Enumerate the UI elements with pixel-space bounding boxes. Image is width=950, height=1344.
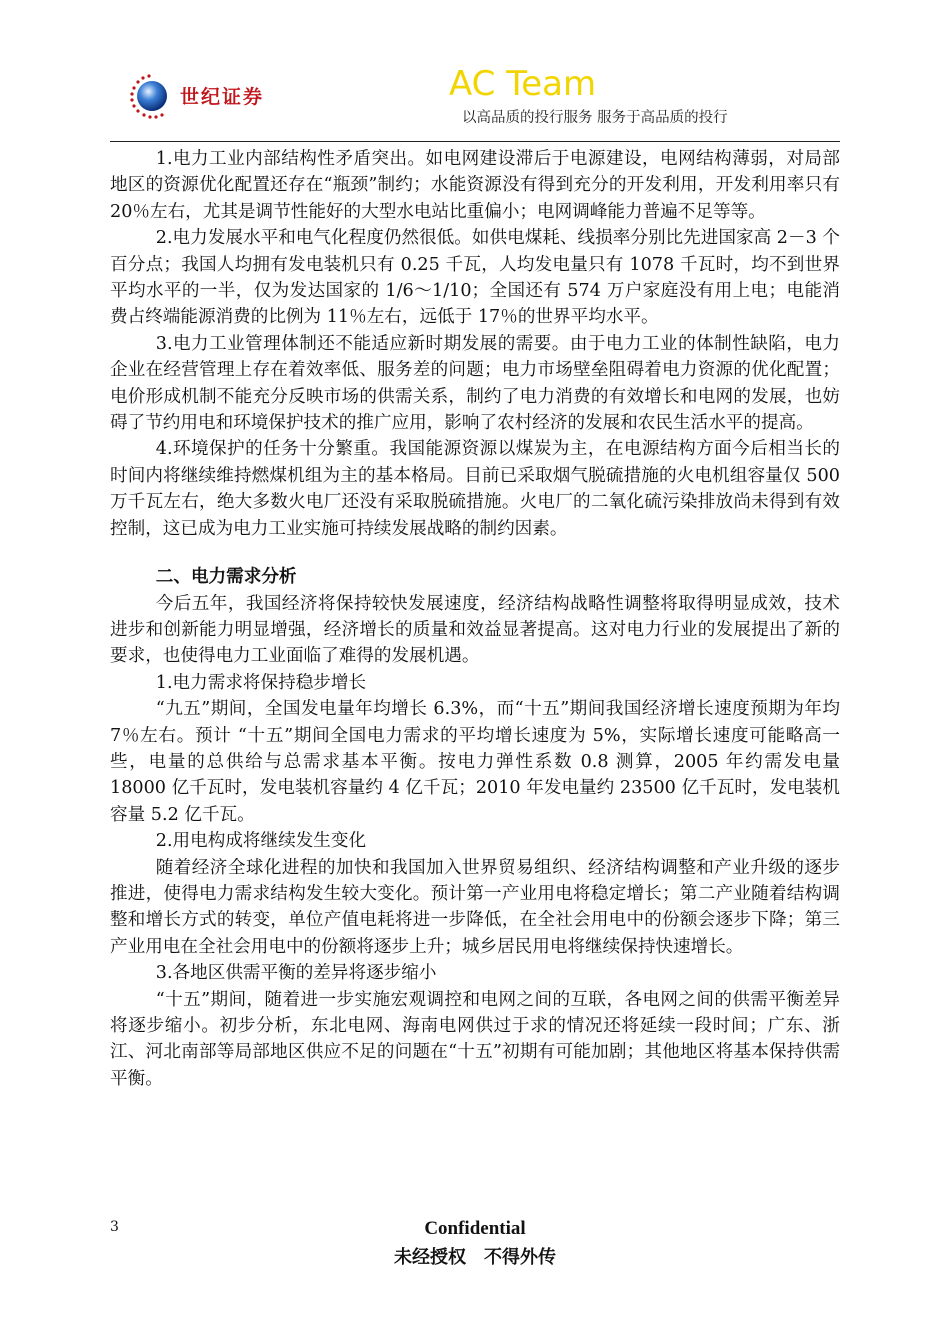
header-slogan: 以高品质的投行服务 服务于高品质的投行	[462, 110, 728, 126]
paragraph-intro: 今后五年，我国经济将保持较快发展速度，经济结构战略性调整将取得明显成效，技术进步和创新能力明显增强，经济增长的质量和效益显著提高。这对电力行业的发展提出了新的要求，也使得电力工业面临了难得的发展机遇。	[110, 593, 840, 667]
header-divider	[110, 141, 840, 142]
logo-text: 世纪证券	[180, 86, 265, 108]
section-heading-demand-analysis: 二、电力需求分析	[155, 566, 297, 588]
paragraph-problem-3: 3.电力工业管理体制还不能适应新时期发展的需要。由于电力工业的体制性缺陷，电力企业在经营管理上存在着效率低、服务差的问题；电力市场壁垒阻碍着电力资源的优化配置；电价形成机制不能充分反映市场的供需关系，制约了电力消费的有效增长和电网的发展，也妨碍了节约用电和环境保护技术的推广应用，影响了农村经济的发展和农民生活水平的提高。	[110, 333, 840, 434]
paragraph-problem-4: 4.环境保护的任务十分繁重。我国能源资源以煤炭为主，在电源结构方面今后相当长的时间内将继续维持燃煤机组为主的基本格局。目前已采取烟气脱硫措施的火电机组容量仅 500 万千瓦左右，绝大多数火电厂还没有采取脱硫措施。火电厂的二氧化硫污染排放尚未得到有效控制，这已成为电力工业实施可持续发展战略的制约因素。	[110, 439, 840, 539]
brand-title: AC Team	[449, 64, 597, 104]
paragraph-sub-1: “九五”期间，全国发电量年均增长 6.3%，而“十五”期间我国经济增长速度预期为年均 7％左右。预计 “十五”期间全国电力需求的平均增长速度为 5%，实际增长速度可能略高一些，电量的总供给与总需求基本平衡。按电力弹性系数 0.8 测算，2005 年约需发电量 18000 亿千瓦时，发电装机容量约 4 亿千瓦；2010 年发电量约 23500 亿千瓦时，发电装机容量 5.2 亿千瓦。	[110, 699, 840, 825]
page-number: 3	[110, 1219, 119, 1235]
confidential-label: Confidential	[424, 1218, 526, 1239]
globe-logo-icon	[128, 72, 176, 120]
paragraph-sub-3: “十五”期间，随着进一步实施宏观调控和电网之间的互联，各电网之间的供需平衡差异将逐步缩小。初步分析，东北电网、海南电网供过于求的情况还将延续一段时间；广东、浙江、河北南部等局部地区供应不足的问题在“十五”初期有可能加剧；其他地区将基本保持供需平衡。	[110, 989, 840, 1089]
company-logo	[128, 72, 288, 124]
confidential-notice: 未经授权 不得外传	[394, 1247, 556, 1268]
paragraph-problem-2: 2.电力发展水平和电气化程度仍然很低。如供电煤耗、线损率分别比先进国家高 2－3 个百分点；我国人均拥有发电装机只有 0.25 千瓦，人均发电量只有 1078 千瓦时，均不到世界平均水平的一半，仅为发达国家的 1/6～1/10；全国还有 574 万户家庭没有用上电；电能消费占终端能源消费的比例为 11％左右，远低于 17％的世界平均水平。	[110, 228, 840, 328]
paragraph-sub-2: 随着经济全球化进程的加快和我国加入世界贸易组织、经济结构调整和产业升级的逐步推进，使得电力需求结构发生较大变化。预计第一产业用电将稳定增长；第二产业随着结构调整和增长方式的转变，单位产值电耗将进一步降低，在全社会用电中的份额会逐步下降；第三产业用电在全社会用电中的份额将逐步上升；城乡居民用电将继续保持快速增长。	[110, 857, 840, 957]
document-body	[110, 146, 840, 1092]
subheading-2: 2.用电构成将继续发生变化	[155, 831, 367, 852]
paragraph-problem-1: 1.电力工业内部结构性矛盾突出。如电网建设滞后于电源建设，电网结构薄弱，对局部地区的资源优化配置还存在“瓶颈”制约；水能资源没有得到充分的开发利用，开发利用率只有 20％左右，尤其是调节性能好的大型水电站比重偏小；电网调峰能力普遍不足等等。	[110, 149, 840, 222]
subheading-3: 3.各地区供需平衡的差异将逐步缩小	[155, 963, 437, 984]
subheading-1: 1.电力需求将保持稳步增长	[155, 672, 367, 693]
